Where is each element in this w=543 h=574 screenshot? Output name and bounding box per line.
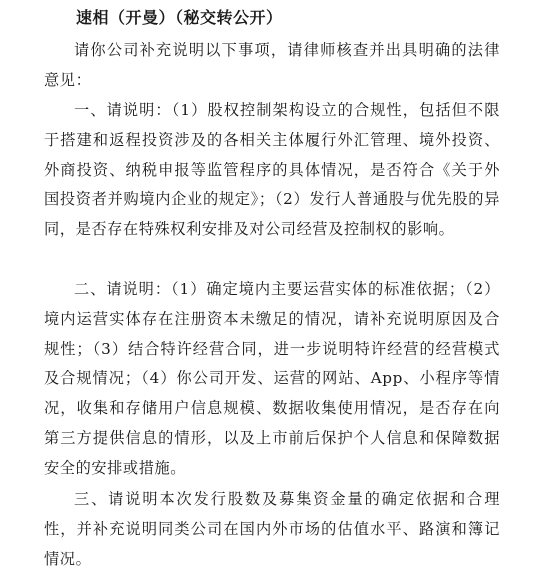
- question-two-paragraph: 二、请说明：（1）确定境内主要运营实体的标准依据；（2）境内运营实体存在注册资本未缴足的情况，请补充说明原因及合规性；（3）结合特许经营合同，进一步说明特许经营的经营模式及合规情况；（4）你公司开发、运营的网站、App、小程序等情况，收集和存储用户信息规模、数据收集使用情况，是否存在向第三方提供信息的情形，以及上市前后保护个人信息和保障数据安全的安排或措施。: [44, 280, 500, 477]
- document-title: 速相（开曼）（秘交转公开）: [76, 8, 283, 27]
- question-one-paragraph: 一、请说明：（1）股权控制架构设立的合规性，包括但不限于搭建和返程投资涉及的各相关主体履行外汇管理、境外投资、外商投资、纳税申报等监管程序的具体情况，是否符合《关于外国投资者并购境内企业的规定》；（2）发行人普通股与优先股的异同，是否存在特殊权利安排及对公司经营及控制权的影响。: [44, 101, 500, 239]
- question-three-paragraph: 三、请说明本次发行股数及募集资金量的确定依据和合理性，并补充说明同类公司在国内外市场的估值水平、路演和簿记情况。: [44, 490, 500, 568]
- intro-paragraph: 请你公司补充说明以下事项，请律师核查并出具明确的法律意见：: [44, 41, 500, 89]
